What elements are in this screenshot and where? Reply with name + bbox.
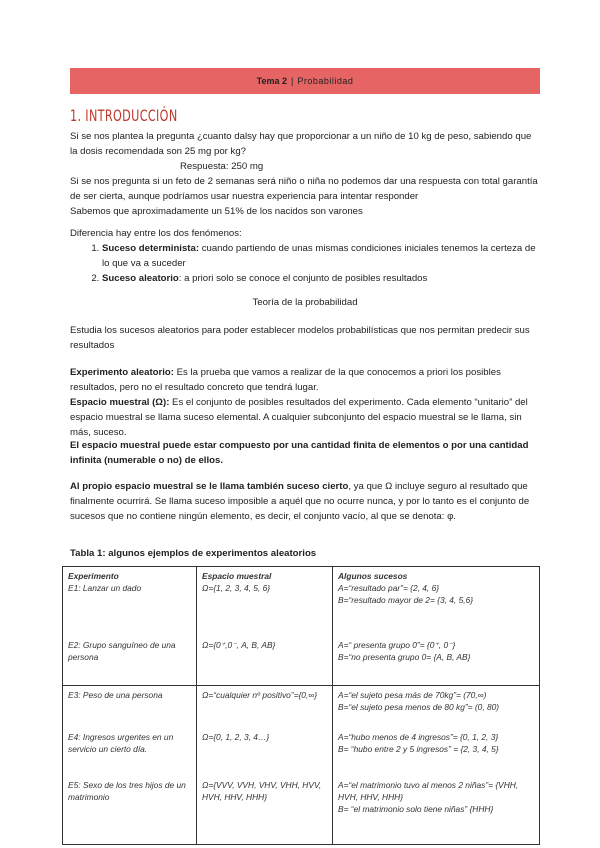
header-topic: Tema 2 — [256, 76, 287, 86]
term: Al propio espacio muestral se le llama también suceso cierto — [70, 481, 349, 492]
experiments-table — [62, 566, 540, 845]
paragraph: Si se nos pregunta si un feto de 2 semanas será niño o niña no podemos dar una respuesta con total garantía de ser cierta, aunque podríamos usar nuestra experiencia para intentar responder — [70, 176, 538, 202]
cell: B= “el matrimonio solo tiene niñas” {HHH} — [338, 803, 494, 814]
cell: Ω={0⁺,0⁻, A, B, AB} — [197, 636, 333, 686]
definition: cuando partiendo de unas mismas condiciones iniciales tenemos la certeza de lo que va a suceder — [102, 243, 536, 269]
table-row — [63, 686, 540, 728]
cell: E5: Sexo de los tres hijos de un matrimonio — [63, 776, 197, 845]
answer: Respuesta: 250 mg — [180, 161, 264, 172]
definition-sample-space — [70, 395, 540, 440]
list-item — [102, 271, 540, 286]
definition: Es la prueba que vamos a realizar de la que conocemos a priori los posibles resultados, pero no el resultado concreto que tendrá lugar. — [70, 367, 501, 393]
cell: E2: Grupo sanguíneo de una persona — [63, 636, 197, 686]
cell: A=“resultado par”= {2, 4, 6} — [338, 583, 440, 593]
definition-experiment — [70, 365, 540, 395]
cell: Ω={0, 1, 2, 3, 4…} — [197, 728, 333, 776]
column-header: Experimento — [68, 571, 119, 581]
header-subject: Probabilidad — [297, 76, 354, 86]
table-row — [63, 636, 540, 686]
paragraph: El espacio muestral puede estar compuesto por una cantidad finita de elementos o por una cantidad infinita (numerable o no) de ellos. — [70, 440, 529, 466]
cell: B= “hubo entre 2 y 5 ingresos” = {2, 3, 4, 5} — [338, 743, 499, 754]
cell: E3: Peso de una persona — [63, 686, 197, 728]
column-header: Algunos sucesos — [338, 571, 408, 581]
term: Experimento aleatorio: — [70, 367, 174, 378]
cell: A=“el matrimonio tuvo al menos 2 niñas”= {VHH, HVH, HHV, HHH} — [338, 779, 519, 802]
cell: E1: Lanzar un dado — [68, 583, 142, 593]
paragraph: Sabemos que aproximadamente un 51% de los nacidos son varones — [70, 206, 363, 217]
cell: A=“el sujeto pesa más de 70kg”= (70,∞) — [338, 690, 487, 700]
cell: A=“hubo menos de 4 ingresos”= {0, 1, 2, 3} — [338, 731, 499, 742]
paragraph: Estudia los sucesos aleatorios para poder establecer modelos probabilísticas que nos permitan predecir sus resultados — [70, 325, 530, 351]
cell: B=“resultado mayor de 2= {3, 4, 5,6} — [338, 595, 474, 605]
cell: B=“no presenta grupo 0= {A, B, AB} — [338, 651, 471, 662]
table-row — [63, 728, 540, 776]
cell: A=“ presenta grupo 0”= {0⁺, 0⁻} — [338, 639, 456, 650]
cell: Ω={1, 2, 3, 4, 5, 6} — [202, 583, 271, 593]
table-row — [63, 567, 540, 636]
cell: B=“el sujeto pesa menos de 80 kg”= (0, 80) — [338, 702, 500, 712]
term: Suceso determinista: — [102, 243, 200, 254]
term: Espacio muestral (Ω): — [70, 397, 170, 408]
definition: : a priori solo se conoce el conjunto de posibles resultados — [178, 273, 428, 284]
list-item — [102, 241, 540, 271]
table-caption: Tabla 1: algunos ejemplos de experimentos aleatorios — [70, 548, 317, 559]
cell: Ω={VVV, VVH, VHV, VHH, HVV, HVH, HHV, HHH} — [197, 776, 333, 845]
section-heading: 1. INTRODUCCIÓN — [70, 106, 178, 125]
paragraph — [70, 479, 540, 524]
column-header: Espacio muestral — [202, 571, 272, 581]
definition: , ya que Ω incluye seguro al resultado que finalmente ocurrirá. Se llama suceso imposible a aquél que no ocurre nunca, y por lo tanto es el conjunto de sucesos que no contiene ningún elemento, es decir, el conjunto vacío, al que se denota: φ. — [70, 481, 530, 522]
term: Suceso aleatorio — [102, 273, 179, 284]
paragraph: Si se nos plantea la pregunta ¿cuanto dalsy hay que proporcionar a un niño de 10 kg de peso, sabiendo que la dosis recomendada son 25 mg por kg? — [70, 131, 532, 157]
cell: Ω=“cualquier nº positivo”={0,∞} — [197, 686, 333, 728]
subtitle: Teoría de la probabilidad — [252, 297, 358, 308]
cell: E4: Ingresos urgentes en un servicio un cierto día. — [63, 728, 197, 776]
table-row — [63, 776, 540, 845]
page-header — [70, 68, 540, 94]
definition: Es el conjunto de posibles resultados del experimento. Cada elemento “unitario” del espacio muestral se llama suceso elemental. A cualquier subconjunto del espacio muestral se le llama, sin más, suceso. — [70, 397, 528, 438]
phenomena-list — [70, 241, 540, 286]
header-separator: | — [290, 76, 294, 86]
paragraph: Diferencia hay entre los dos fenómenos: — [70, 228, 242, 239]
